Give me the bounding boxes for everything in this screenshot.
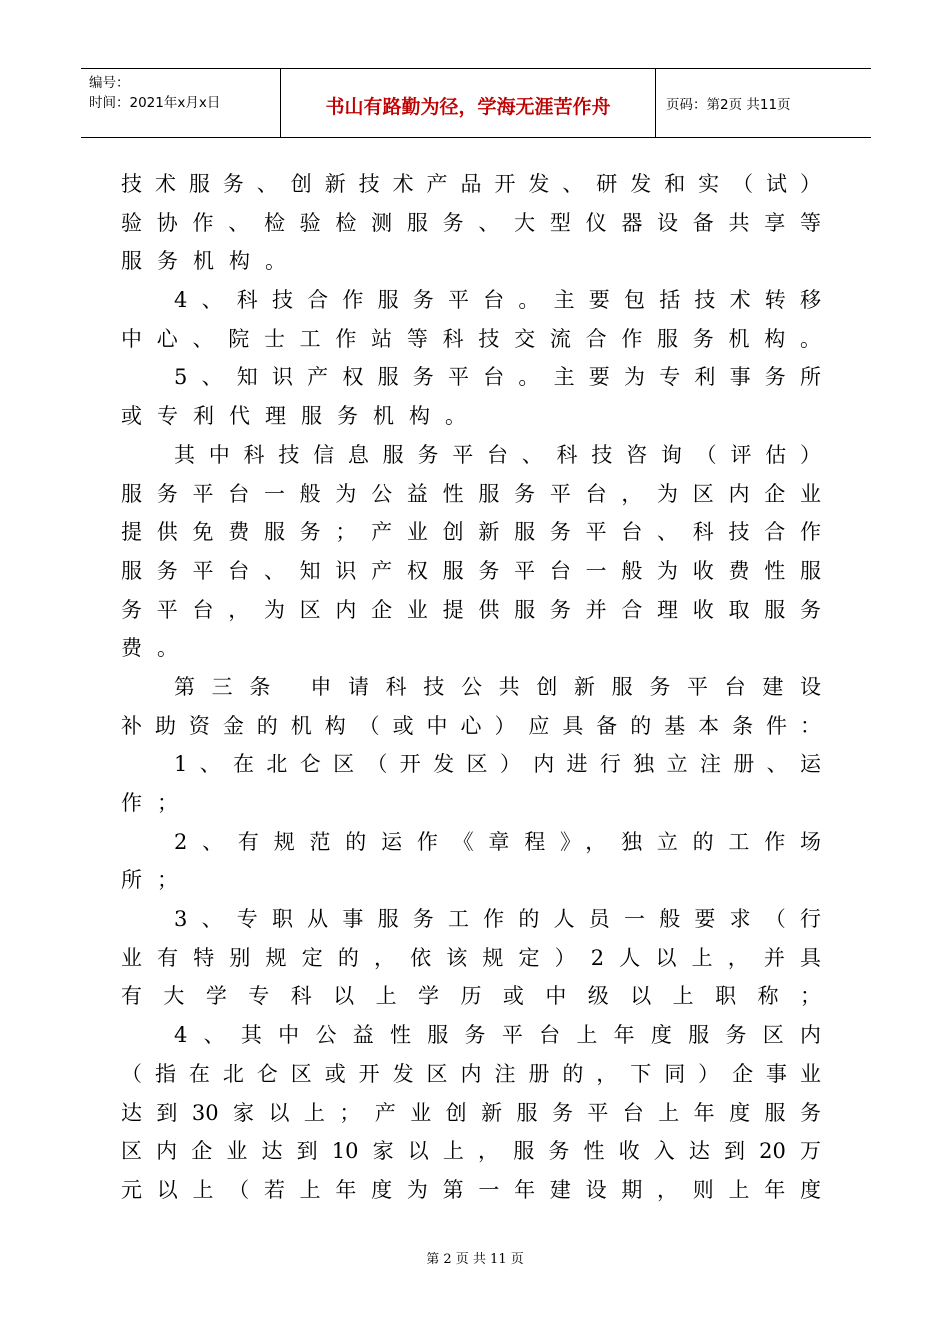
- body-line: 服务平台、知识产权服务平台一般为收费性服: [121, 558, 821, 583]
- body-line: 费。: [121, 636, 193, 661]
- body-line: 作；: [121, 791, 193, 815]
- page-header: [81, 68, 871, 138]
- body-line: 元以上（若上年度为第一年建设期，则上年度: [121, 1177, 821, 1202]
- body-line: 第三条 申请科技公共创新服务平台建设: [174, 674, 821, 699]
- body-line: 达到30家以上；产业创新服务平台上年度服务: [121, 1100, 821, 1125]
- body-line: 中心、院士工作站等科技交流合作服务机构。: [121, 326, 821, 351]
- body-line: 4、科技合作服务平台。主要包括技术转移: [174, 288, 821, 313]
- body-line: 服务机构。: [121, 249, 301, 274]
- document-number-label: 编号：: [89, 75, 130, 91]
- body-line: 或专利代理服务机构。: [121, 404, 481, 429]
- body-line: 有大学专科以上学历或中级以上职称；: [121, 984, 821, 1009]
- document-time-label: 时间：2021年x月x日: [89, 95, 221, 111]
- body-line: 其中科技信息服务平台、科技咨询（评估）: [174, 442, 821, 467]
- body-line: 务平台，为区内企业提供服务并合理收取服务: [121, 597, 821, 622]
- body-line: 5、知识产权服务平台。主要为专利事务所: [174, 365, 821, 390]
- body-line: 1、在北仑区（开发区）内进行独立注册、运: [174, 752, 821, 777]
- body-line: 技术服务、创新技术产品开发、研发和实（试）: [121, 172, 821, 196]
- body-line: 区内企业达到10家以上，服务性收入达到20万: [121, 1139, 821, 1164]
- body-line: 3、专职从事服务工作的人员一般要求（行: [174, 907, 821, 932]
- body-line: 服务平台一般为公益性服务平台，为区内企业: [121, 481, 821, 506]
- page-footer: 第 2 页 共 11 页: [426, 1252, 524, 1267]
- header-motto: 书山有路勤为径，学海无涯苦作舟: [281, 69, 656, 137]
- body-line: 所；: [121, 868, 193, 893]
- header-page-label: 页码：第2页 共11页: [666, 97, 791, 113]
- body-line: 业有特别规定的，依该规定）2人以上，并具: [121, 945, 821, 970]
- body-line: 提供免费服务；产业创新服务平台、科技合作: [121, 520, 821, 545]
- header-meta: [81, 69, 281, 137]
- document-body: [121, 165, 821, 1210]
- body-line: 补助资金的机构（或中心）应具备的基本条件：: [121, 713, 821, 738]
- body-line: 4、其中公益性服务平台上年度服务区内: [174, 1023, 821, 1048]
- body-line: （指在北仑区或开发区内注册的，下同）企事业: [121, 1061, 821, 1086]
- body-line: 2、有规范的运作《章程》，独立的工作场: [174, 829, 821, 854]
- body-line: 验协作、检验检测服务、大型仪器设备共享等: [121, 210, 821, 235]
